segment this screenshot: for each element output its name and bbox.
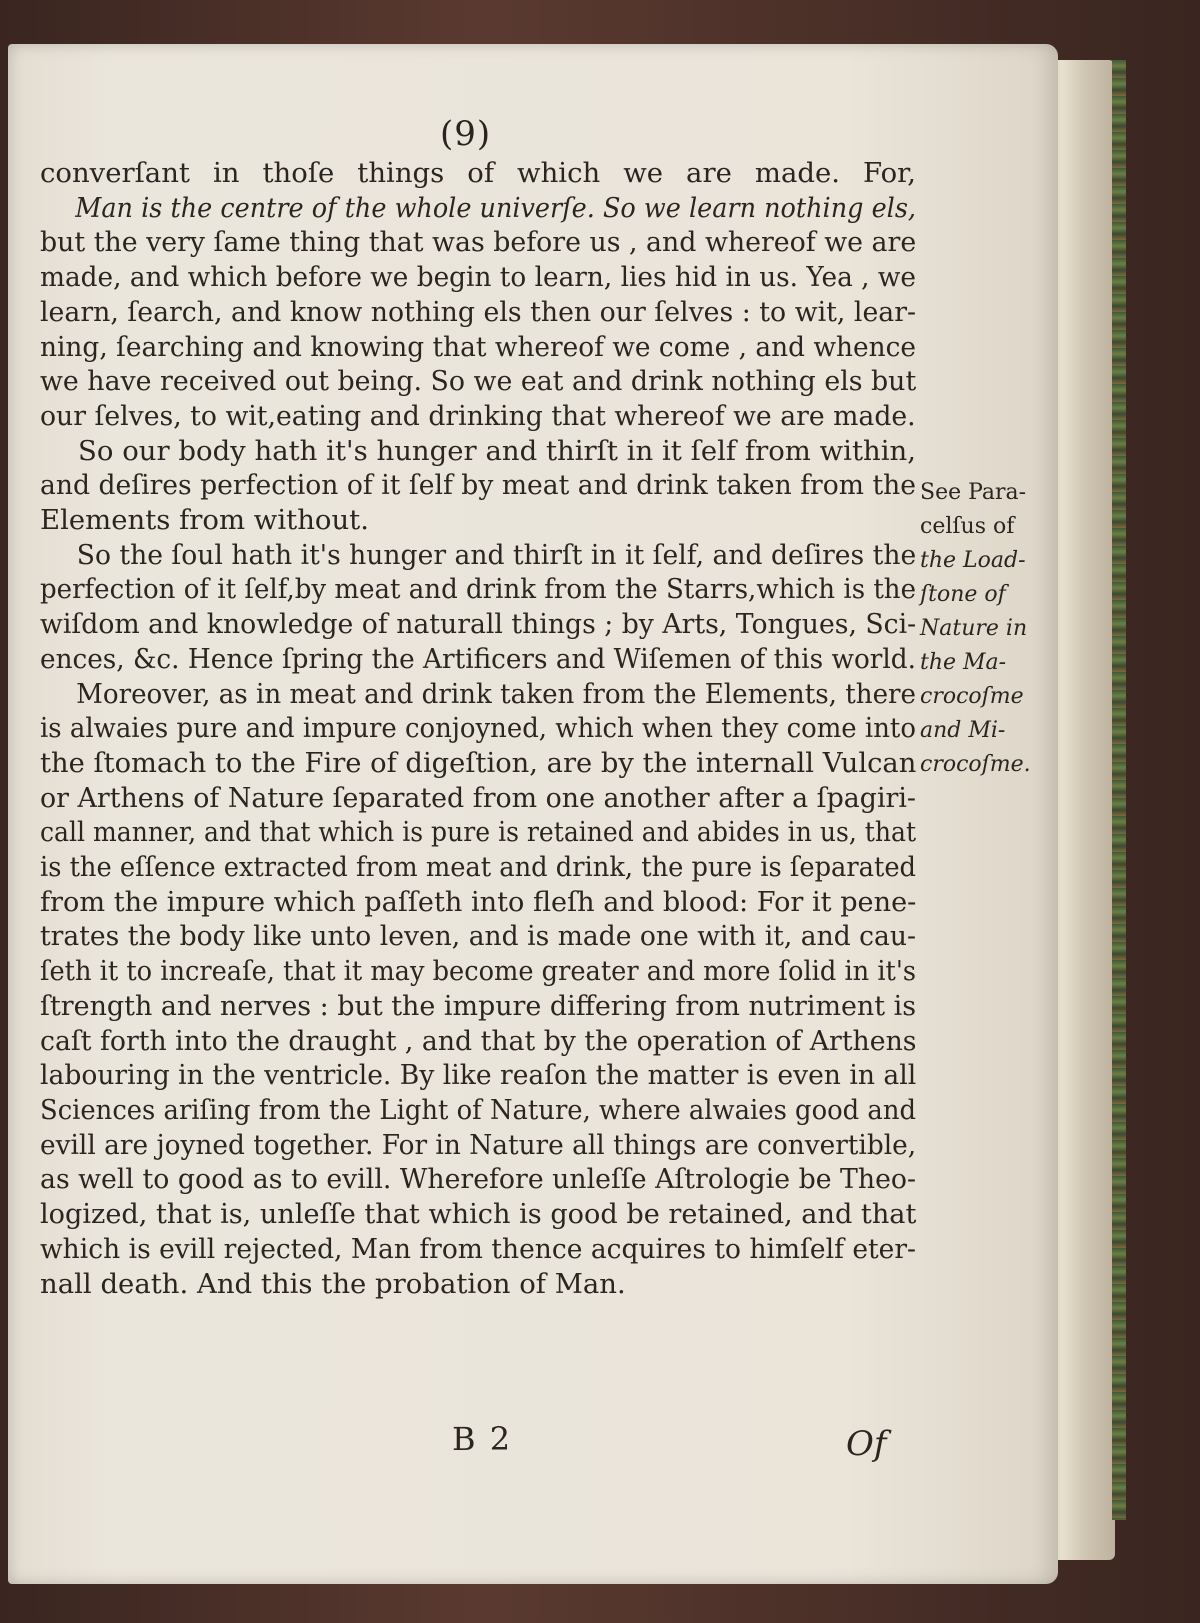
margin-note-line: crocoſme. bbox=[920, 752, 1031, 777]
text-line: made, and which before we begin to learn, lies hid in us. Yea , we bbox=[40, 261, 917, 294]
margin-note-line: celſus of bbox=[920, 514, 1015, 539]
text-line: trates the body like unto leven, and is made one with it, and cau- bbox=[40, 920, 916, 953]
margin-note bbox=[920, 476, 1040, 782]
margin-note-line: and Mi- bbox=[920, 718, 1006, 743]
text-line: Moreover, as in meat and drink taken from the Elements, there bbox=[76, 677, 916, 710]
margin-note-line: See Para- bbox=[920, 480, 1027, 505]
text-line: which is evill rejected, Man from thence acquires to himſelf eter- bbox=[40, 1232, 917, 1265]
margin-note-line: the Ma- bbox=[920, 650, 1007, 675]
text-line: ences, &c. Hence ſpring the Artificers and Wiſemen of this world. bbox=[40, 642, 916, 675]
text-line: our ſelves, to wit,eating and drinking that whereof we are made. bbox=[40, 399, 916, 432]
text-line: call manner, and that which is pure is retained and abides in us, that bbox=[40, 816, 917, 849]
text-line: from the impure which paſſeth into fleſh and blood: For it pene- bbox=[40, 885, 917, 918]
text-line: is alwaies pure and impure conjoyned, which when they come into bbox=[40, 712, 916, 745]
text-line: So our body hath it's hunger and thirſt in it ſelf from within, bbox=[78, 434, 916, 467]
text-line: but the very ſame thing that was before us , and whereof we are bbox=[40, 226, 917, 259]
text-line: converſant in thoſe things of which we are made. For, bbox=[40, 157, 916, 189]
text-line: ning, ſearching and knowing that whereof we come , and whence bbox=[40, 330, 917, 363]
text-line: wiſdom and knowledge of naturall things ; by Arts, Tongues, Sci- bbox=[40, 608, 917, 641]
text-line: we have received out being. So we eat and drink nothing els but bbox=[40, 365, 917, 398]
text-line: learn, ſearch, and know nothing els then our ſelves : to wit, lear- bbox=[40, 295, 917, 328]
text-line: ſtrength and nerves : but the impure differing from nutriment is bbox=[40, 989, 917, 1022]
text-line: So the ſoul hath it's hunger and thirſt in it ſelf, and deſires the bbox=[76, 538, 917, 571]
text-line: as well to good as to evill. Wherefore unleſſe Aſtrologie be Theo- bbox=[40, 1163, 917, 1196]
marbled-endpaper bbox=[1112, 60, 1126, 1520]
text-line: labouring in the ventricle. By like reaſon the matter is even in all bbox=[40, 1059, 917, 1092]
book-page bbox=[8, 44, 1058, 1584]
text-line: evill are joyned together. For in Nature all things are convertible, bbox=[40, 1128, 917, 1161]
text-line: Sciences ariſing from the Light of Nature, where alwaies good and bbox=[40, 1093, 916, 1126]
text-line: ſeth it to increaſe, that it may become greater and more ſolid in it's bbox=[40, 955, 917, 988]
text-line: is the eſſence extracted from meat and drink, the pure is ſeparated bbox=[40, 851, 917, 884]
text-line: perfection of it ſelf,by meat and drink from the Starrs,which is the bbox=[40, 573, 916, 606]
text-line: or Arthens of Nature ſeparated from one another after a ſpagiri- bbox=[40, 781, 916, 814]
text-line: the ſtomach to the Fire of digeſtion, are by the internall Vulcan bbox=[40, 746, 917, 779]
margin-note-line: ſtone of bbox=[920, 582, 1006, 607]
page-number: (9) bbox=[440, 114, 492, 154]
signature-mark: B 2 bbox=[452, 1420, 513, 1458]
margin-note-line: crocoſme bbox=[920, 684, 1024, 709]
text-line: logized, that is, unleſſe that which is good be retained, and that bbox=[40, 1198, 917, 1231]
body-text bbox=[40, 156, 916, 1301]
margin-note-line: the Load- bbox=[920, 548, 1026, 573]
text-line: nall death. And this the probation of Man. bbox=[40, 1267, 626, 1300]
text-line: Elements from without. bbox=[40, 504, 369, 537]
text-line: Man is the centre of the whole univerſe. So we learn nothing els, bbox=[75, 191, 917, 224]
margin-note-line: Nature in bbox=[920, 616, 1028, 641]
catchword: Of bbox=[846, 1424, 887, 1464]
text-line: and deſires perfection of it ſelf by meat and drink taken from the bbox=[40, 469, 917, 502]
text-line: caſt forth into the draught , and that by the operation of Arthens bbox=[40, 1024, 917, 1057]
